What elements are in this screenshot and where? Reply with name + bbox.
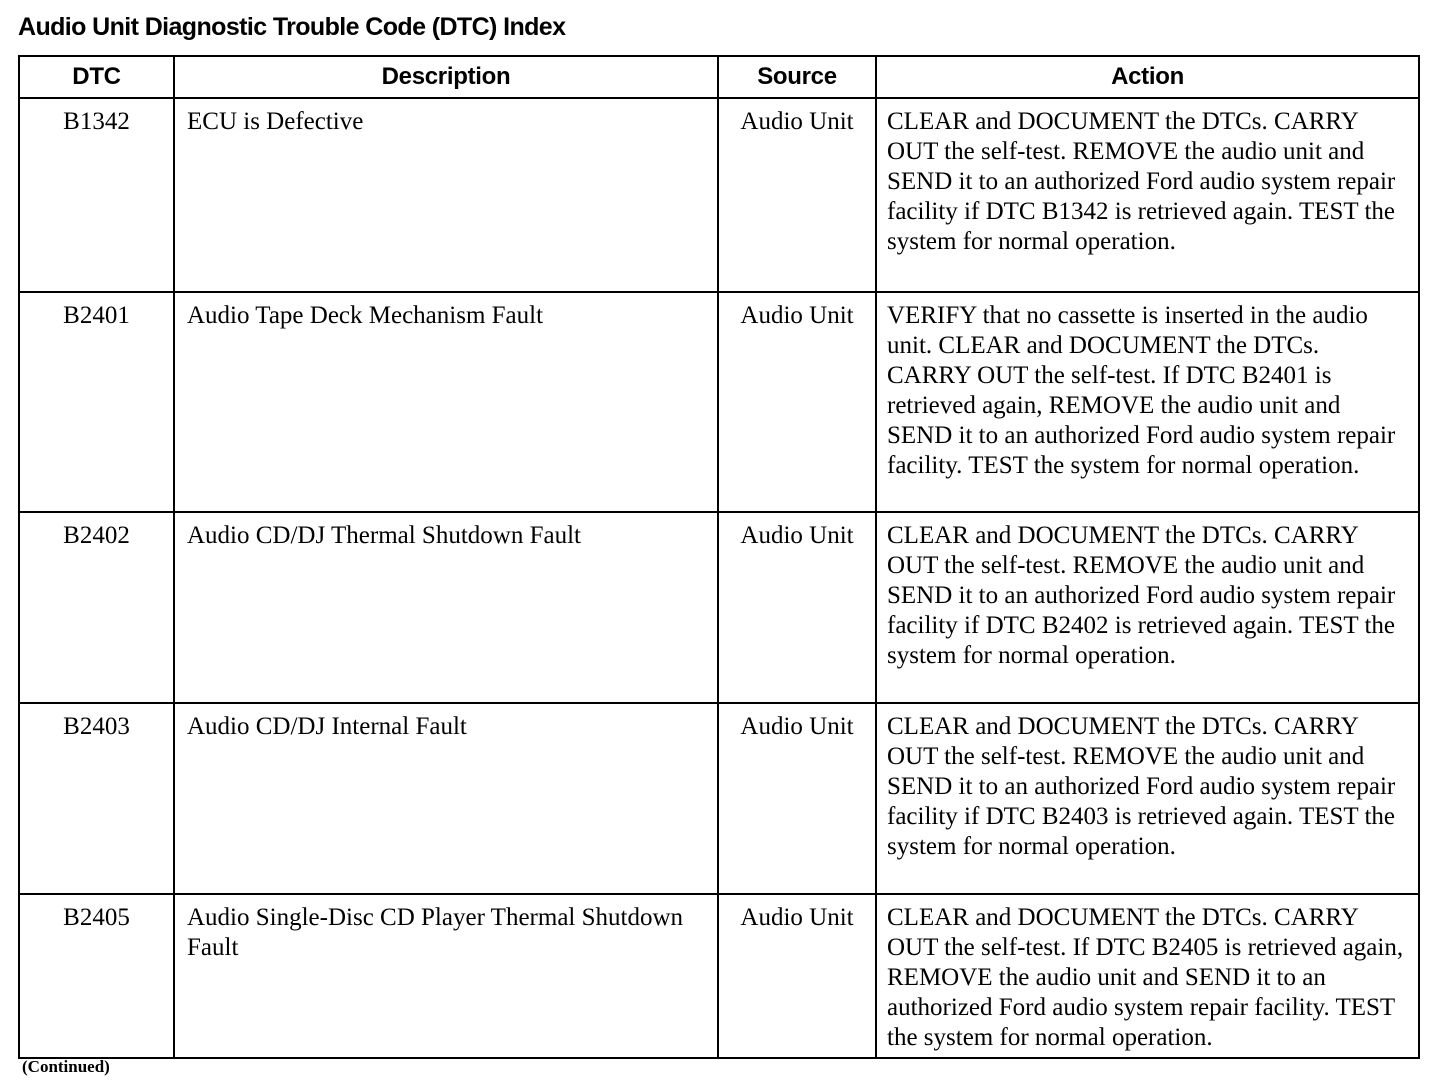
dtc-action: CLEAR and DOCUMENT the DTCs. CARRY OUT the self-test. If DTC B2405 is retrieved again, REMOVE the audio unit and SEND it to an authorized Ford audio system repair facility. TEST the system for normal operation.	[876, 894, 1419, 1058]
table-row	[19, 292, 1419, 512]
dtc-description: ECU is Defective	[174, 98, 718, 292]
dtc-description: Audio CD/DJ Internal Fault	[174, 703, 718, 894]
header-description: Description	[174, 56, 718, 98]
dtc-code: B2403	[19, 703, 174, 894]
dtc-code: B2402	[19, 512, 174, 703]
dtc-action: CLEAR and DOCUMENT the DTCs. CARRY OUT the self-test. REMOVE the audio unit and SEND it to an authorized Ford audio system repair facility if DTC B2403 is retrieved again. TEST the system for normal operation.	[876, 703, 1419, 894]
table-row	[19, 703, 1419, 894]
table-header-row	[19, 56, 1419, 98]
dtc-source: Audio Unit	[718, 512, 876, 703]
dtc-code: B2401	[19, 292, 174, 512]
table-row	[19, 894, 1419, 1058]
dtc-action: VERIFY that no cassette is inserted in the audio unit. CLEAR and DOCUMENT the DTCs. CARRY OUT the self-test. If DTC B2401 is retrieved again, REMOVE the audio unit and SEND it to an authorized Ford audio system repair facility. TEST the system for normal operation.	[876, 292, 1419, 512]
dtc-action: CLEAR and DOCUMENT the DTCs. CARRY OUT the self-test. REMOVE the audio unit and SEND it to an authorized Ford audio system repair facility if DTC B2402 is retrieved again. TEST the system for normal operation.	[876, 512, 1419, 703]
dtc-source: Audio Unit	[718, 894, 876, 1058]
dtc-code: B2405	[19, 894, 174, 1058]
dtc-code: B1342	[19, 98, 174, 292]
page-title: Audio Unit Diagnostic Trouble Code (DTC) Index	[18, 13, 566, 41]
header-source: Source	[718, 56, 876, 98]
header-action: Action	[876, 56, 1419, 98]
dtc-action: CLEAR and DOCUMENT the DTCs. CARRY OUT the self-test. REMOVE the audio unit and SEND it to an authorized Ford audio system repair facility if DTC B1342 is retrieved again. TEST the system for normal operation.	[876, 98, 1419, 292]
table-row	[19, 98, 1419, 292]
dtc-description: Audio CD/DJ Thermal Shutdown Fault	[174, 512, 718, 703]
header-dtc: DTC	[19, 56, 174, 98]
continued-note: (Continued)	[22, 1057, 110, 1076]
dtc-source: Audio Unit	[718, 98, 876, 292]
dtc-source: Audio Unit	[718, 292, 876, 512]
dtc-source: Audio Unit	[718, 703, 876, 894]
dtc-index-table	[18, 55, 1420, 1059]
dtc-description: Audio Tape Deck Mechanism Fault	[174, 292, 718, 512]
dtc-description: Audio Single-Disc CD Player Thermal Shutdown Fault	[174, 894, 718, 1058]
table-row	[19, 512, 1419, 703]
